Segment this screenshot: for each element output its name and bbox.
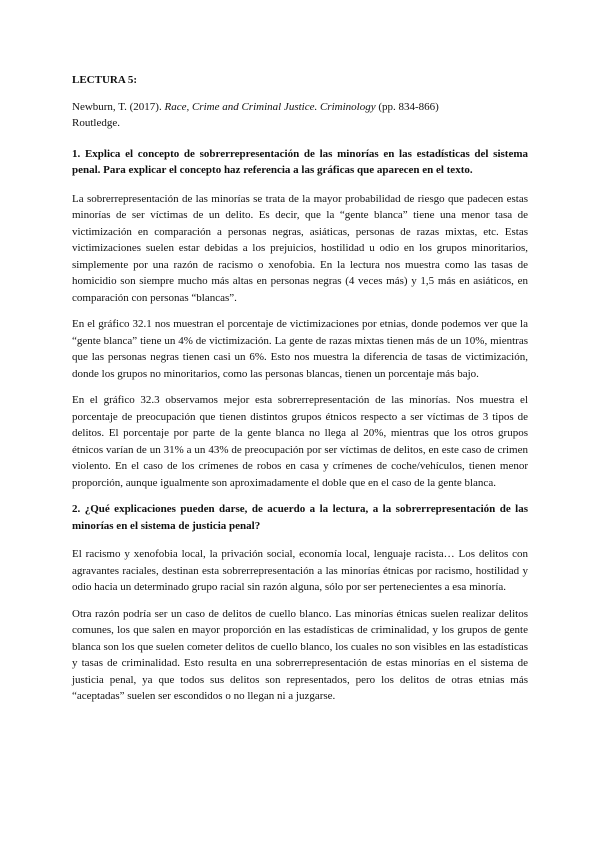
question-1: 1. Explica el concepto de sobrerrepresentación de las minorías en las estadísticas del sistema penal. Para explicar el concepto haz referencia a las gráficas que aparecen en el texto. [72,147,528,176]
answer-2-paragraph-2: Otra razón podría ser un caso de delitos de cuello blanco. Las minorías étnicas suelen realizar delitos comunes, los que salen en mayor proporción en las estadísticas de criminalidad, y los grupos de gente blanca son los que suelen cometer delitos de cuello blanco, los cuales no son visibles en las estadísticas y tasas de criminalidad. Esto resulta en una sobrerrepresentación de estas minorías en el sistema de justicia penal, ya que todos sus delitos son representados, pero los delitos de otras etnias más “aceptadas” suelen ser escondidos o no llegan ni a juzgarse. [72,607,528,702]
reference-pages: (pp. 834-866) [375,100,439,113]
answer-1-paragraph-2: En el gráfico 32.1 nos muestran el porcentaje de victimizaciones por etnias, donde podemos ver que la “gente blanca” tiene un 4% de victimización. La gente de razas mixtas tienen más de un 10%, mientras que las personas negras tienen casi un 6%. Esto nos muestra la diferencia de tasas de victimización, donde los grupos no minoritarios, como las personas blancas, tienen un porcentaje más bajo. [72,318,528,380]
question-block-1 [72,146,528,492]
answer-2-paragraph-1: El racismo y xenofobia local, la privación social, economía local, lenguaje racista… Los delitos con agravantes raciales, destinan esta sobrerrepresentación a las minorías étnicas por racismo, hostilidad y odio hacia un determinado grupo racial sin razón alguna, sólo por ser pertenecientes a esa minoría. [72,548,528,593]
bibliographic-reference [72,99,528,132]
answer-1-paragraph-3: En el gráfico 32.3 observamos mejor esta sobrerrepresentación de las minorías. Nos muestra el porcentaje de preocupación que tienen distintos grupos étnicos respecto a ser víctimas de 3 tipos de delitos. El porcentaje por parte de la gente blanca no llega al 20%, mientras que los otros grupos étnicos varían de un 31% a un 43% de preocupación por ser víctimas de delitos, en este caso de crimen violento. En el caso de los crímenes de robos en casa y crímenes de coche/vehículos, tienen menor proporción, aunque igualmente son aproximadamente el doble que en el caso de la gente blanca. [72,394,528,489]
answer-1-paragraph-1: La sobrerrepresentación de las minorías se trata de la mayor probabilidad de riesgo que padecen estas minorías de ser víctimas de un delito. Es decir, que la “gente blanca” tiene una menor tasa de victimización en comparación a personas negras, asiáticas, personas de razas mixtas, etc. Estas victimizaciones suelen estar debidas a los prejuicios, hostilidad u odio en los grupos minoritarios, simplemente por una razón de racismo o xenofobia. En la lectura nos muestra como las tasas de homicidio son siempre mucho más altas en personas negras (4 veces más) y 1,5 más en asiáticos, en comparación con personas “blancas”. [72,192,528,304]
question-2: 2. ¿Qué explicaciones pueden darse, de acuerdo a la lectura, a la sobrerrepresentación de las minorías en el sistema de justicia penal? [72,503,528,532]
reference-author-year: Newburn, T. (2017). [72,100,165,113]
question-block-2 [72,501,528,705]
reference-publisher: Routledge. [72,117,120,129]
reference-title: Race, Crime and Criminal Justice. Criminology [164,100,376,113]
lectura-heading: LECTURA 5: [72,74,138,86]
